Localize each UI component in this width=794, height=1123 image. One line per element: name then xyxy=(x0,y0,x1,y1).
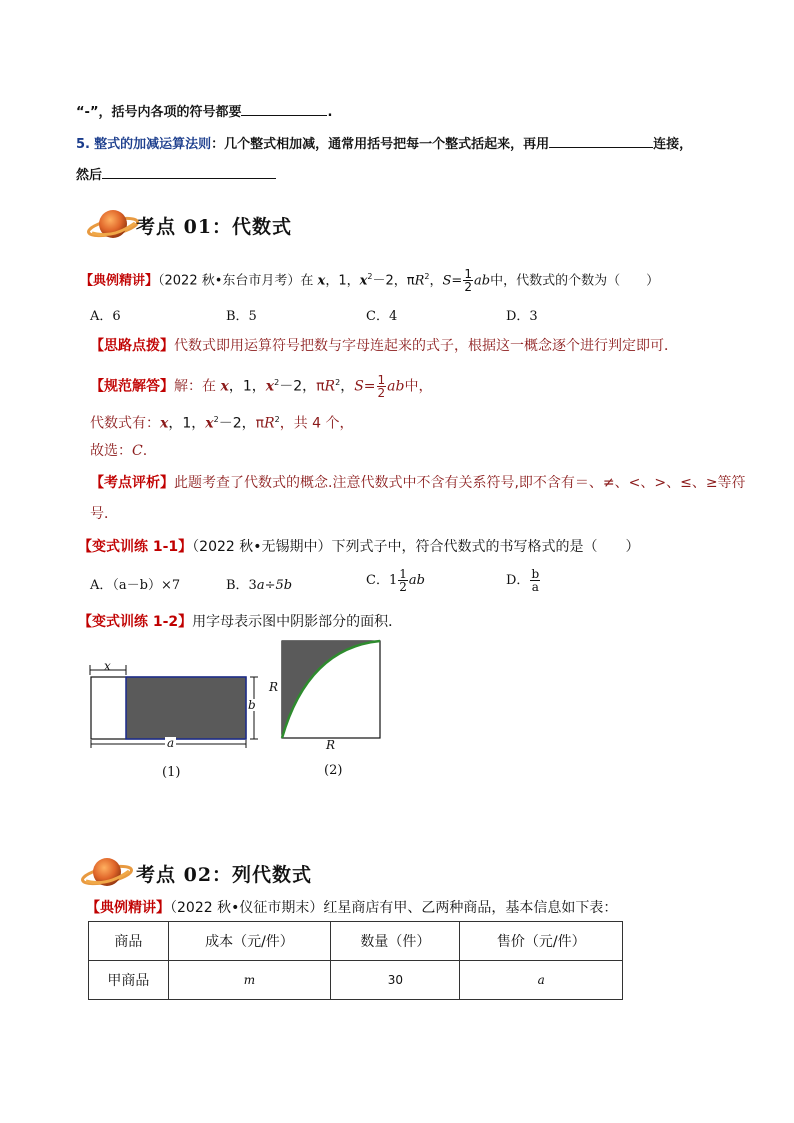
drill-1-2-tag: 【变式训练 1-2】 xyxy=(78,614,193,630)
list-item-r: R xyxy=(264,415,275,432)
section-1-heading xyxy=(80,200,480,250)
comment-tag: 【考点评析】 xyxy=(90,475,174,491)
list-item-x2: x xyxy=(205,415,214,432)
drill-option-d-frac xyxy=(530,568,540,593)
table-header-row xyxy=(89,922,623,961)
table-cell: 甲商品 xyxy=(89,961,169,1000)
item5-label: 整式的加减运算法则 xyxy=(94,137,212,152)
figure-2 xyxy=(278,638,386,742)
fig1-label-b: b xyxy=(248,698,256,712)
fig2-label-r-left: R xyxy=(269,680,279,694)
item5-text-a: ：几个整式相加减，通常用括号把每一个整式括起来，再用 xyxy=(211,137,550,152)
fraction-half xyxy=(463,268,473,293)
frac-num: 1 xyxy=(464,267,472,282)
fig1-caption: (1) xyxy=(162,765,181,780)
list-item-x: x xyxy=(160,415,169,432)
table-cell: m xyxy=(168,961,330,1000)
info-table xyxy=(88,921,623,1000)
answer-item-x2-const: 2 xyxy=(293,378,303,395)
table-header-cell: 数量（件） xyxy=(331,922,460,961)
table-header-cell: 商品 xyxy=(89,922,169,961)
hint-tag: 【思路点拨】 xyxy=(90,338,174,354)
blank-3[interactable] xyxy=(102,166,276,179)
drill-option-c-prefix: C．1 xyxy=(366,573,398,588)
example-1-suffix: 中，代数式的个数为（ ） xyxy=(490,273,660,289)
answer-item-x2-exp: 2 xyxy=(274,378,280,387)
item5-text-c: 然后 xyxy=(76,168,103,183)
section-1-title: 考点 01：代数式 xyxy=(136,216,293,238)
answer-fraction xyxy=(377,374,387,399)
answer-tag: 【规范解答】 xyxy=(90,378,174,395)
list-suffix: ，共 4 个， xyxy=(279,415,354,432)
example-1-question: 【典例精讲】（2022 秋•东台市月考）在 x，1，$x^2-2$，$\pi R^2$，S= $\frac{1}{2}$ ab中，代数式的个数为（ ） xyxy=(80,267,660,295)
fig1-shaded-rect xyxy=(126,677,246,739)
drill-c-num: 1 xyxy=(399,567,407,581)
drill-1-1-text: （2022 秋•无锡期中）下列式子中，符合代数式的书写格式的是（ ） xyxy=(192,539,640,555)
planet-icon xyxy=(86,203,140,247)
drill-option-b[interactable] xyxy=(226,574,292,593)
comment-line-1 xyxy=(90,473,746,493)
answer-item-pi: π xyxy=(316,378,325,395)
drill-1-2-text: 用字母表示图中阴影部分的面积． xyxy=(192,614,403,630)
fig2-label-r-bottom: R xyxy=(326,738,336,752)
table-cell: a xyxy=(460,961,623,1000)
table-header-cell: 售价（元/件） xyxy=(460,922,623,961)
drill-1-1-options xyxy=(90,568,650,608)
drill-c-den: 2 xyxy=(399,580,407,594)
example-1-source: （2022 秋•东台市月考）在 xyxy=(158,273,314,289)
item-x: x xyxy=(317,273,326,289)
list-item-x2-const: 2 xyxy=(232,415,242,432)
drill-1-1-tag: 【变式训练 1-1】 xyxy=(78,539,193,555)
answer-frac-num: 1 xyxy=(377,373,386,388)
hint-line xyxy=(90,336,678,356)
item-x2-base: x xyxy=(359,273,368,289)
answer-item-r: R xyxy=(324,378,336,395)
list-prefix: 代数式有： xyxy=(90,415,160,432)
choose-line: 故选：C. xyxy=(90,443,148,459)
drill-d-num: b xyxy=(531,567,540,581)
line1-text-b: . xyxy=(327,105,333,120)
comment-line-2 xyxy=(90,504,118,524)
answer-item-one: 1 xyxy=(242,378,252,395)
example-1-options xyxy=(90,305,650,325)
list-item-r-exp: 2 xyxy=(274,415,280,424)
drill-option-a[interactable]: A．（a－b）×7 xyxy=(90,578,181,593)
list-line: 代数式有：x，1，$x^2-2$，$\pi R^2$，共 4 个， xyxy=(90,415,354,432)
text-line-1 xyxy=(76,103,332,123)
drill-1-2-question xyxy=(78,612,402,632)
drill-d-den: a xyxy=(531,580,539,594)
planet-icon xyxy=(80,851,134,895)
item-ab: ab xyxy=(473,273,491,289)
option-b[interactable]: B．5 xyxy=(226,309,257,324)
option-a[interactable]: A．6 xyxy=(90,309,121,324)
drill-option-b-prefix: B．3 xyxy=(226,578,257,593)
item5-text-b: 连接， xyxy=(653,137,693,152)
blank-2[interactable] xyxy=(549,135,653,148)
choose-value: C xyxy=(132,443,143,459)
drill-option-c-tail: ab xyxy=(408,573,425,588)
list-item-x2-exp: 2 xyxy=(213,415,219,424)
section-2-title: 考点 02：列代数式 xyxy=(136,864,313,886)
frac-den: 2 xyxy=(464,280,472,295)
option-c[interactable]: C．4 xyxy=(366,309,398,324)
fig1-label-a: a xyxy=(167,736,175,750)
answer-line: 【规范解答】解：在 x，1，$x^2-2$，$\pi R^2$，S= $\frac{1}{2}$ ab中， xyxy=(90,373,433,401)
line1-text-a: “-”，括号内各项的符号都要 xyxy=(76,105,242,120)
answer-prefix: 解：在 xyxy=(174,378,216,395)
drill-option-c[interactable] xyxy=(366,568,425,593)
answer-frac-den: 2 xyxy=(377,386,386,401)
example-2-tag: 【典例精讲】 xyxy=(86,900,170,916)
fig1-label-x: x xyxy=(104,659,111,673)
item-r: R xyxy=(414,273,425,289)
item-5-cont xyxy=(76,166,276,186)
answer-item-ab: ab xyxy=(387,378,405,395)
item5-number: 5. xyxy=(76,137,90,152)
choose-prefix: 故选： xyxy=(90,443,132,459)
answer-suffix: 中， xyxy=(404,378,433,395)
item-x2-exp: 2 xyxy=(367,272,373,281)
hint-text: 代数式即用运算符号把数与字母连起来的式子，根据这一概念逐个进行判定即可． xyxy=(174,338,678,354)
list-item-pi: π xyxy=(255,415,265,432)
table-row xyxy=(89,961,623,1000)
table-header-cell: 成本（元/件） xyxy=(168,922,330,961)
drill-option-b-expr: a÷5b xyxy=(256,578,293,593)
drill-1-1-question xyxy=(78,537,640,557)
answer-item-x: x xyxy=(220,378,229,395)
answer-item-r-exp: 2 xyxy=(335,378,341,387)
item-5 xyxy=(76,135,692,155)
section-2-heading xyxy=(74,848,474,898)
item-s: S= xyxy=(442,273,463,289)
comment-text-2: 号． xyxy=(90,506,118,522)
example-2-text: （2022 秋•仪征市期末）红星商店有甲、乙两种商品，基本信息如下表： xyxy=(170,900,618,916)
item-pi: π xyxy=(406,273,415,289)
drill-option-d[interactable] xyxy=(506,568,541,593)
item-r-exp: 2 xyxy=(424,272,430,281)
example-1-tag: 【典例精讲】 xyxy=(80,273,159,289)
answer-item-s: S= xyxy=(354,378,376,395)
item-one: 1 xyxy=(338,273,347,289)
fig2-caption: (2) xyxy=(324,763,343,778)
item-x2-const: 2 xyxy=(385,273,394,289)
blank-1[interactable] xyxy=(241,103,327,116)
option-d[interactable]: D．3 xyxy=(506,309,538,324)
table-cell: 30 xyxy=(331,961,460,1000)
comment-text-1: 此题考查了代数式的概念.注意代数式中不含有关系符号,即不含有＝、≠、<、>、≤、≥等符 xyxy=(174,475,746,491)
example-2-question xyxy=(86,898,617,918)
list-item-one: 1 xyxy=(182,415,192,432)
drill-option-d-prefix: D． xyxy=(506,573,530,588)
drill-option-c-frac xyxy=(398,568,408,593)
answer-item-x2: x xyxy=(265,378,275,395)
